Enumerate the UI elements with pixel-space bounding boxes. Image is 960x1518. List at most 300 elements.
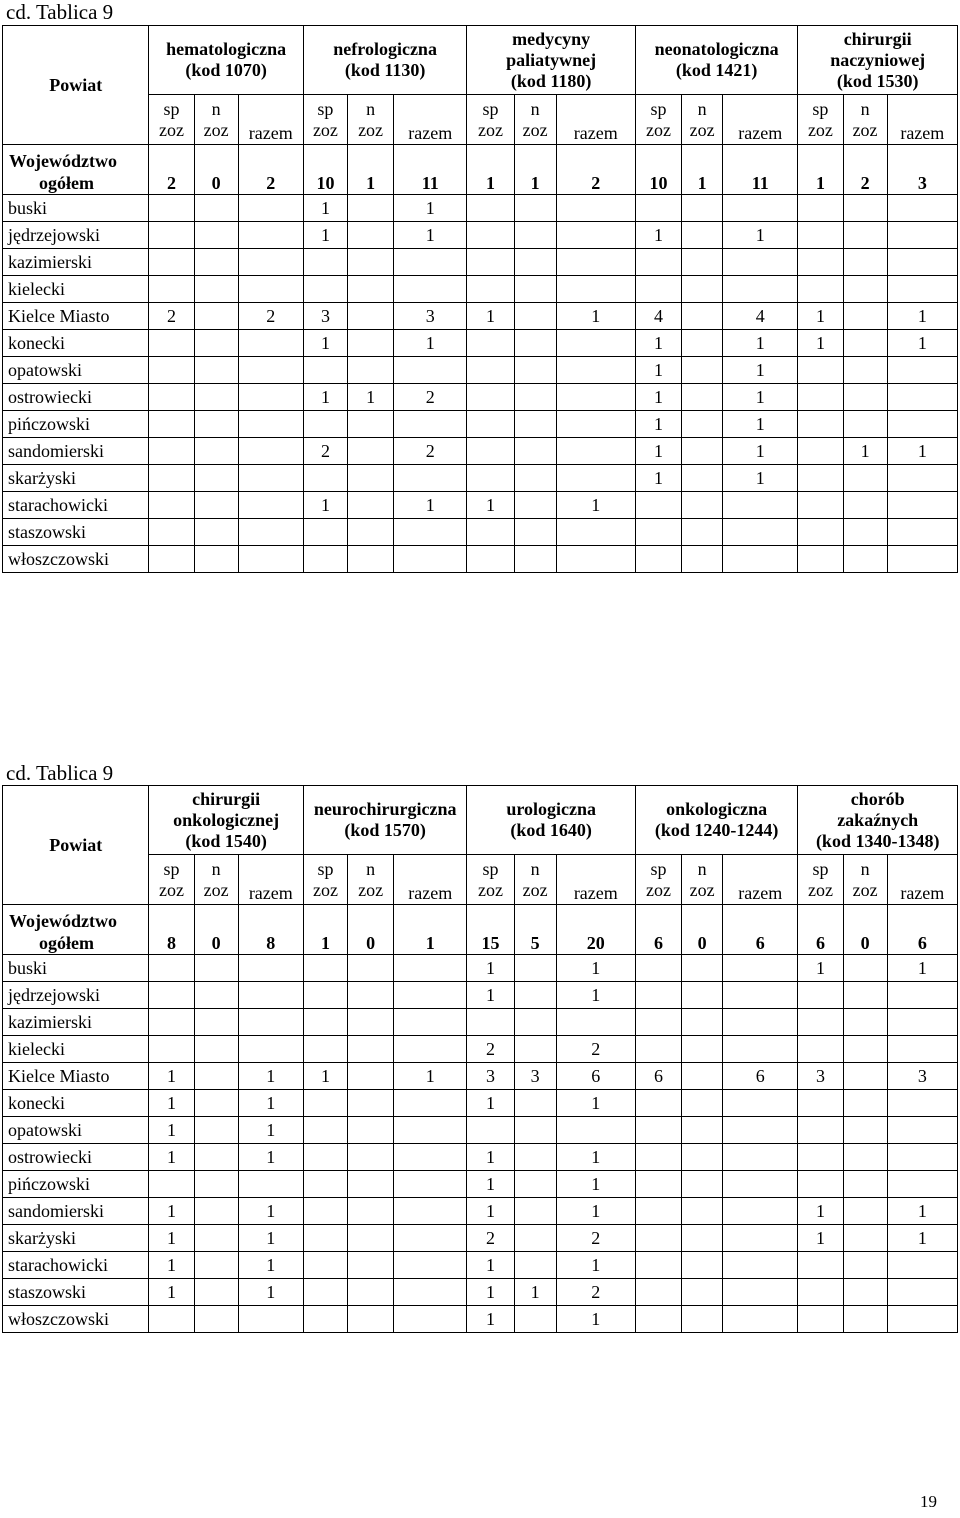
table-cell — [303, 1090, 347, 1117]
table-cell — [194, 1009, 238, 1036]
table-cell — [194, 1063, 238, 1090]
powiat-name: jędrzejowski — [3, 982, 149, 1009]
sub-header-line: razem — [573, 123, 618, 143]
table-cell — [556, 195, 635, 222]
table-cell — [194, 276, 238, 303]
table-cell: 1 — [149, 1279, 194, 1306]
sub-header-razem — [556, 95, 635, 145]
table-cell — [149, 1306, 194, 1333]
sub-header-line: sp — [812, 858, 829, 879]
table-cell — [303, 249, 347, 276]
table-cell — [394, 546, 467, 573]
total-cell: 15 — [467, 905, 514, 955]
table-cell — [843, 546, 887, 573]
group-header-line: (kod 1530) — [836, 70, 919, 91]
table-row — [3, 195, 958, 222]
table-row — [3, 1306, 958, 1333]
group-header-row — [3, 26, 958, 95]
sub-header-line: zoz — [852, 879, 878, 900]
sub-header-line: sp — [650, 858, 667, 879]
powiat-name: włoszczowski — [3, 1306, 149, 1333]
table-cell — [238, 1009, 303, 1036]
table-cell: 1 — [238, 1117, 303, 1144]
sub-header-sp — [635, 855, 681, 905]
table-cell — [682, 492, 723, 519]
total-cell: 2 — [238, 145, 303, 195]
table-cell — [556, 222, 635, 249]
table-cell — [682, 411, 723, 438]
sub-header-razem — [394, 855, 467, 905]
sub-header-line: zoz — [159, 119, 184, 140]
table-cell — [467, 438, 514, 465]
sub-header-line: sp — [317, 98, 334, 119]
powiat-name: ostrowiecki — [3, 384, 149, 411]
table-cell — [798, 519, 843, 546]
table-cell — [348, 546, 394, 573]
sub-header-razem — [887, 95, 957, 145]
table-cell — [238, 465, 303, 492]
table-cell: 6 — [556, 1063, 635, 1090]
total-cell: 0 — [348, 905, 394, 955]
total-cell: 3 — [887, 145, 957, 195]
table-cell — [194, 492, 238, 519]
table-cell — [348, 1198, 394, 1225]
table-cell — [514, 1171, 556, 1198]
table-cell: 2 — [467, 1036, 514, 1063]
group-header-line: (kod 1130) — [344, 60, 426, 80]
total-cell: 10 — [303, 145, 347, 195]
sub-header-line: n — [366, 858, 376, 879]
table-cell: 1 — [467, 982, 514, 1009]
table-cell — [682, 249, 723, 276]
table-cell — [843, 249, 887, 276]
group-header-line: (kod 1640) — [510, 820, 592, 840]
table-cell — [303, 357, 347, 384]
powiat-name: Kielce Miasto — [3, 303, 149, 330]
group-header-line: (kod 1540) — [185, 830, 267, 851]
table-cell: 2 — [394, 384, 467, 411]
group-header-line: (kod 1180) — [510, 70, 592, 91]
sub-header-n — [194, 855, 238, 905]
table-row — [3, 438, 958, 465]
table-cell — [843, 303, 887, 330]
table-cell — [238, 438, 303, 465]
table-cell — [635, 1036, 681, 1063]
table-cell: 1 — [467, 1090, 514, 1117]
powiat-name: starachowicki — [3, 492, 149, 519]
table-cell — [303, 1009, 347, 1036]
table-cell — [514, 357, 556, 384]
table-cell — [303, 1225, 347, 1252]
table-cell — [238, 955, 303, 982]
table-cell — [887, 1090, 957, 1117]
powiat-name: sandomierski — [3, 1198, 149, 1225]
table-cell: 2 — [303, 438, 347, 465]
table-cell — [514, 249, 556, 276]
table-cell — [348, 1144, 394, 1171]
table-cell — [467, 1117, 514, 1144]
table-cell — [238, 384, 303, 411]
table-cell — [149, 982, 194, 1009]
table-cell: 3 — [514, 1063, 556, 1090]
table-cell — [303, 546, 347, 573]
table-cell: 1 — [149, 1117, 194, 1144]
table-cell: 1 — [303, 222, 347, 249]
table-cell: 1 — [556, 303, 635, 330]
table-row — [3, 1198, 958, 1225]
powiat-name: buski — [3, 195, 149, 222]
table-cell — [843, 411, 887, 438]
sub-header-line: zoz — [522, 119, 548, 140]
table-cell: 1 — [467, 1198, 514, 1225]
table-cell — [149, 546, 194, 573]
powiat-name: konecki — [3, 1090, 149, 1117]
group-header — [635, 786, 797, 855]
sub-header-line: n — [211, 858, 221, 879]
table-cell — [514, 546, 556, 573]
table-cell: 1 — [303, 195, 347, 222]
table-cell — [514, 1090, 556, 1117]
sub-header-line: zoz — [807, 879, 833, 900]
table-cell — [887, 195, 957, 222]
total-cell: 6 — [887, 905, 957, 955]
table-cell — [723, 1144, 798, 1171]
powiat-name: staszowski — [3, 1279, 149, 1306]
table-cell: 6 — [635, 1063, 681, 1090]
table-cell — [798, 438, 843, 465]
sub-header-sp — [149, 95, 194, 145]
total-label — [3, 145, 149, 195]
sub-header-line: sp — [482, 858, 499, 879]
table-cell — [514, 1198, 556, 1225]
table-cell — [635, 276, 681, 303]
sub-header-line: n — [860, 98, 870, 119]
table-cell — [194, 249, 238, 276]
table-cell: 3 — [303, 303, 347, 330]
table-cell — [798, 222, 843, 249]
table-cell — [149, 330, 194, 357]
table-cell — [843, 1252, 887, 1279]
sub-header-sp — [303, 95, 347, 145]
table-cell: 1 — [303, 1063, 347, 1090]
table-cell: 1 — [238, 1144, 303, 1171]
table-row — [3, 249, 958, 276]
table-cell: 1 — [514, 1279, 556, 1306]
table-cell — [238, 1306, 303, 1333]
table-cell — [348, 357, 394, 384]
table-cell — [843, 1306, 887, 1333]
table-cell — [394, 1171, 467, 1198]
table-cell — [798, 357, 843, 384]
table-cell — [514, 982, 556, 1009]
table-cell — [887, 1036, 957, 1063]
table-cell — [467, 384, 514, 411]
table-cell: 1 — [467, 955, 514, 982]
table-cell — [194, 1225, 238, 1252]
table-cell — [635, 982, 681, 1009]
sub-header-n — [194, 95, 238, 145]
table-cell — [514, 492, 556, 519]
table-cell — [798, 1036, 843, 1063]
table-cell: 1 — [798, 955, 843, 982]
table-cell: 1 — [149, 1225, 194, 1252]
table-cell — [303, 411, 347, 438]
sub-header-line: razem — [248, 123, 293, 143]
table-cell — [887, 411, 957, 438]
table-cell — [194, 982, 238, 1009]
total-cell: 8 — [238, 905, 303, 955]
powiat-name: jędrzejowski — [3, 222, 149, 249]
table-cell: 1 — [467, 303, 514, 330]
table-cell — [798, 1117, 843, 1144]
table-cell: 1 — [467, 1279, 514, 1306]
table-cell — [682, 330, 723, 357]
sub-header-line: zoz — [358, 119, 384, 140]
table-cell — [887, 1252, 957, 1279]
table-cell — [238, 411, 303, 438]
table-cell — [467, 195, 514, 222]
table-cell — [682, 1225, 723, 1252]
table-cell — [514, 411, 556, 438]
table-cell — [682, 303, 723, 330]
table-cell: 1 — [887, 438, 957, 465]
table-cell — [887, 546, 957, 573]
table-cell — [843, 1117, 887, 1144]
table-cell — [467, 519, 514, 546]
table-cell — [348, 519, 394, 546]
table-cell — [556, 438, 635, 465]
table-cell — [556, 357, 635, 384]
group-header-line: urologiczna — [506, 799, 596, 819]
table-cell: 1 — [556, 1144, 635, 1171]
table-cell — [194, 546, 238, 573]
table-cell — [843, 330, 887, 357]
table-cell: 1 — [723, 384, 798, 411]
sub-header-line: razem — [248, 883, 293, 903]
table-cell — [348, 982, 394, 1009]
table-row — [3, 276, 958, 303]
table-cell — [348, 1036, 394, 1063]
table-cell — [556, 465, 635, 492]
table-cell — [394, 1009, 467, 1036]
table-cell: 1 — [348, 384, 394, 411]
table-cell: 1 — [843, 438, 887, 465]
table-cell — [194, 438, 238, 465]
table-cell: 1 — [303, 492, 347, 519]
table-cell — [723, 195, 798, 222]
table-cell — [843, 357, 887, 384]
sub-header-razem — [394, 95, 467, 145]
table-cell — [149, 492, 194, 519]
table-cell — [556, 330, 635, 357]
total-cell: 2 — [843, 145, 887, 195]
table-cell — [348, 1009, 394, 1036]
table-cell — [514, 1252, 556, 1279]
powiat-name: sandomierski — [3, 438, 149, 465]
table-cell: 1 — [635, 465, 681, 492]
table-cell — [514, 955, 556, 982]
table-cell — [635, 1117, 681, 1144]
table-cell — [467, 249, 514, 276]
sub-header-sp — [149, 855, 194, 905]
table-cell — [303, 1279, 347, 1306]
table-cell: 1 — [556, 492, 635, 519]
table-cell — [843, 1090, 887, 1117]
table-cell — [556, 546, 635, 573]
sub-header-line: n — [211, 98, 221, 119]
table-cell: 2 — [556, 1225, 635, 1252]
table-cell — [635, 1198, 681, 1225]
table-cell — [194, 1036, 238, 1063]
table-cell: 1 — [887, 330, 957, 357]
table-cell — [238, 492, 303, 519]
sub-header-n — [514, 95, 556, 145]
sub-header-n — [682, 855, 723, 905]
group-header-line: chirurgii — [843, 28, 912, 49]
table-cell — [149, 1009, 194, 1036]
total-cell: 1 — [348, 145, 394, 195]
table-cell — [635, 955, 681, 982]
table-cell: 2 — [467, 1225, 514, 1252]
table-cell — [887, 519, 957, 546]
table-cell — [303, 1036, 347, 1063]
table-cell — [798, 1252, 843, 1279]
page-number: 19 — [920, 1492, 937, 1511]
table-cell — [348, 465, 394, 492]
table-cell — [348, 1090, 394, 1117]
sub-header-sp — [467, 855, 514, 905]
table-cell — [887, 465, 957, 492]
table-cell — [514, 1117, 556, 1144]
table-cell — [194, 1171, 238, 1198]
group-header-line: (kod 1421) — [675, 60, 758, 80]
table-cell — [682, 982, 723, 1009]
table-cell — [149, 1171, 194, 1198]
table-cell — [394, 1252, 467, 1279]
table-row — [3, 411, 958, 438]
table-cell: 1 — [394, 1063, 467, 1090]
group-header — [798, 26, 958, 95]
table-cell: 1 — [303, 330, 347, 357]
powiat-name: opatowski — [3, 357, 149, 384]
group-header — [798, 786, 958, 855]
table-cell — [682, 438, 723, 465]
table-cell — [194, 519, 238, 546]
table-cell — [723, 249, 798, 276]
table-cell — [194, 1306, 238, 1333]
table-cell — [843, 982, 887, 1009]
total-label-line: Województwo — [9, 911, 117, 931]
powiat-name: kielecki — [3, 276, 149, 303]
table-cell — [887, 222, 957, 249]
data-table — [2, 25, 958, 573]
powiat-name: skarżyski — [3, 465, 149, 492]
total-cell: 0 — [194, 145, 238, 195]
table-cell — [798, 1144, 843, 1171]
sub-header-sp — [467, 95, 514, 145]
group-header-line: (kod 1070) — [185, 60, 267, 80]
table-cell — [843, 1225, 887, 1252]
table-cell — [394, 357, 467, 384]
table-cell: 1 — [467, 492, 514, 519]
table-cell: 1 — [394, 330, 467, 357]
table-cell — [635, 1171, 681, 1198]
sub-header-n — [348, 855, 394, 905]
table-cell — [798, 1306, 843, 1333]
table-cell — [348, 1117, 394, 1144]
powiat-name: Kielce Miasto — [3, 1063, 149, 1090]
table-cell: 1 — [394, 222, 467, 249]
table-cell: 1 — [467, 1171, 514, 1198]
table-cell: 1 — [635, 438, 681, 465]
table-cell: 6 — [723, 1063, 798, 1090]
table-cell — [798, 411, 843, 438]
total-cell: 0 — [194, 905, 238, 955]
table-cell — [798, 195, 843, 222]
table-cell — [682, 222, 723, 249]
table-cell — [843, 1279, 887, 1306]
table-cell — [843, 1144, 887, 1171]
table-cell — [843, 465, 887, 492]
sub-header-line: n — [366, 98, 376, 119]
table-cell — [843, 1009, 887, 1036]
table-row — [3, 384, 958, 411]
table-cell: 1 — [798, 1225, 843, 1252]
table-cell: 1 — [238, 1090, 303, 1117]
table-cell — [723, 1198, 798, 1225]
table-cell — [394, 955, 467, 982]
sub-header-line: zoz — [645, 119, 671, 140]
sub-header-line: razem — [900, 123, 945, 143]
sub-header-line: zoz — [159, 879, 184, 900]
group-header-line: neurochirurgiczna — [313, 799, 457, 819]
group-header-line: hematologiczna — [166, 39, 287, 59]
table-cell — [635, 1306, 681, 1333]
table-cell — [887, 492, 957, 519]
table-cell: 3 — [394, 303, 467, 330]
total-cell: 1 — [467, 145, 514, 195]
table-cell — [149, 195, 194, 222]
table-cell: 1 — [798, 330, 843, 357]
table-cell: 1 — [635, 411, 681, 438]
group-header — [149, 26, 303, 95]
table-cell — [682, 1009, 723, 1036]
table-cell — [194, 411, 238, 438]
table-cell — [514, 1009, 556, 1036]
group-header — [467, 786, 636, 855]
sub-header-sp — [303, 855, 347, 905]
table-cell — [723, 1090, 798, 1117]
table-row — [3, 303, 958, 330]
table-cell — [514, 384, 556, 411]
table-cell — [303, 1171, 347, 1198]
sub-header-line: zoz — [203, 119, 229, 140]
table-cell — [514, 303, 556, 330]
table-cell: 1 — [556, 1090, 635, 1117]
table-row — [3, 357, 958, 384]
table-cell — [723, 492, 798, 519]
table-cell: 2 — [394, 438, 467, 465]
table-row — [3, 330, 958, 357]
table-cell — [394, 1306, 467, 1333]
table-cell — [394, 519, 467, 546]
sub-header-line: zoz — [203, 879, 229, 900]
table-cell — [348, 1063, 394, 1090]
table-cell — [194, 1252, 238, 1279]
group-header-line: (kod 1570) — [344, 820, 426, 840]
table-cell — [723, 1279, 798, 1306]
total-row — [3, 145, 958, 195]
